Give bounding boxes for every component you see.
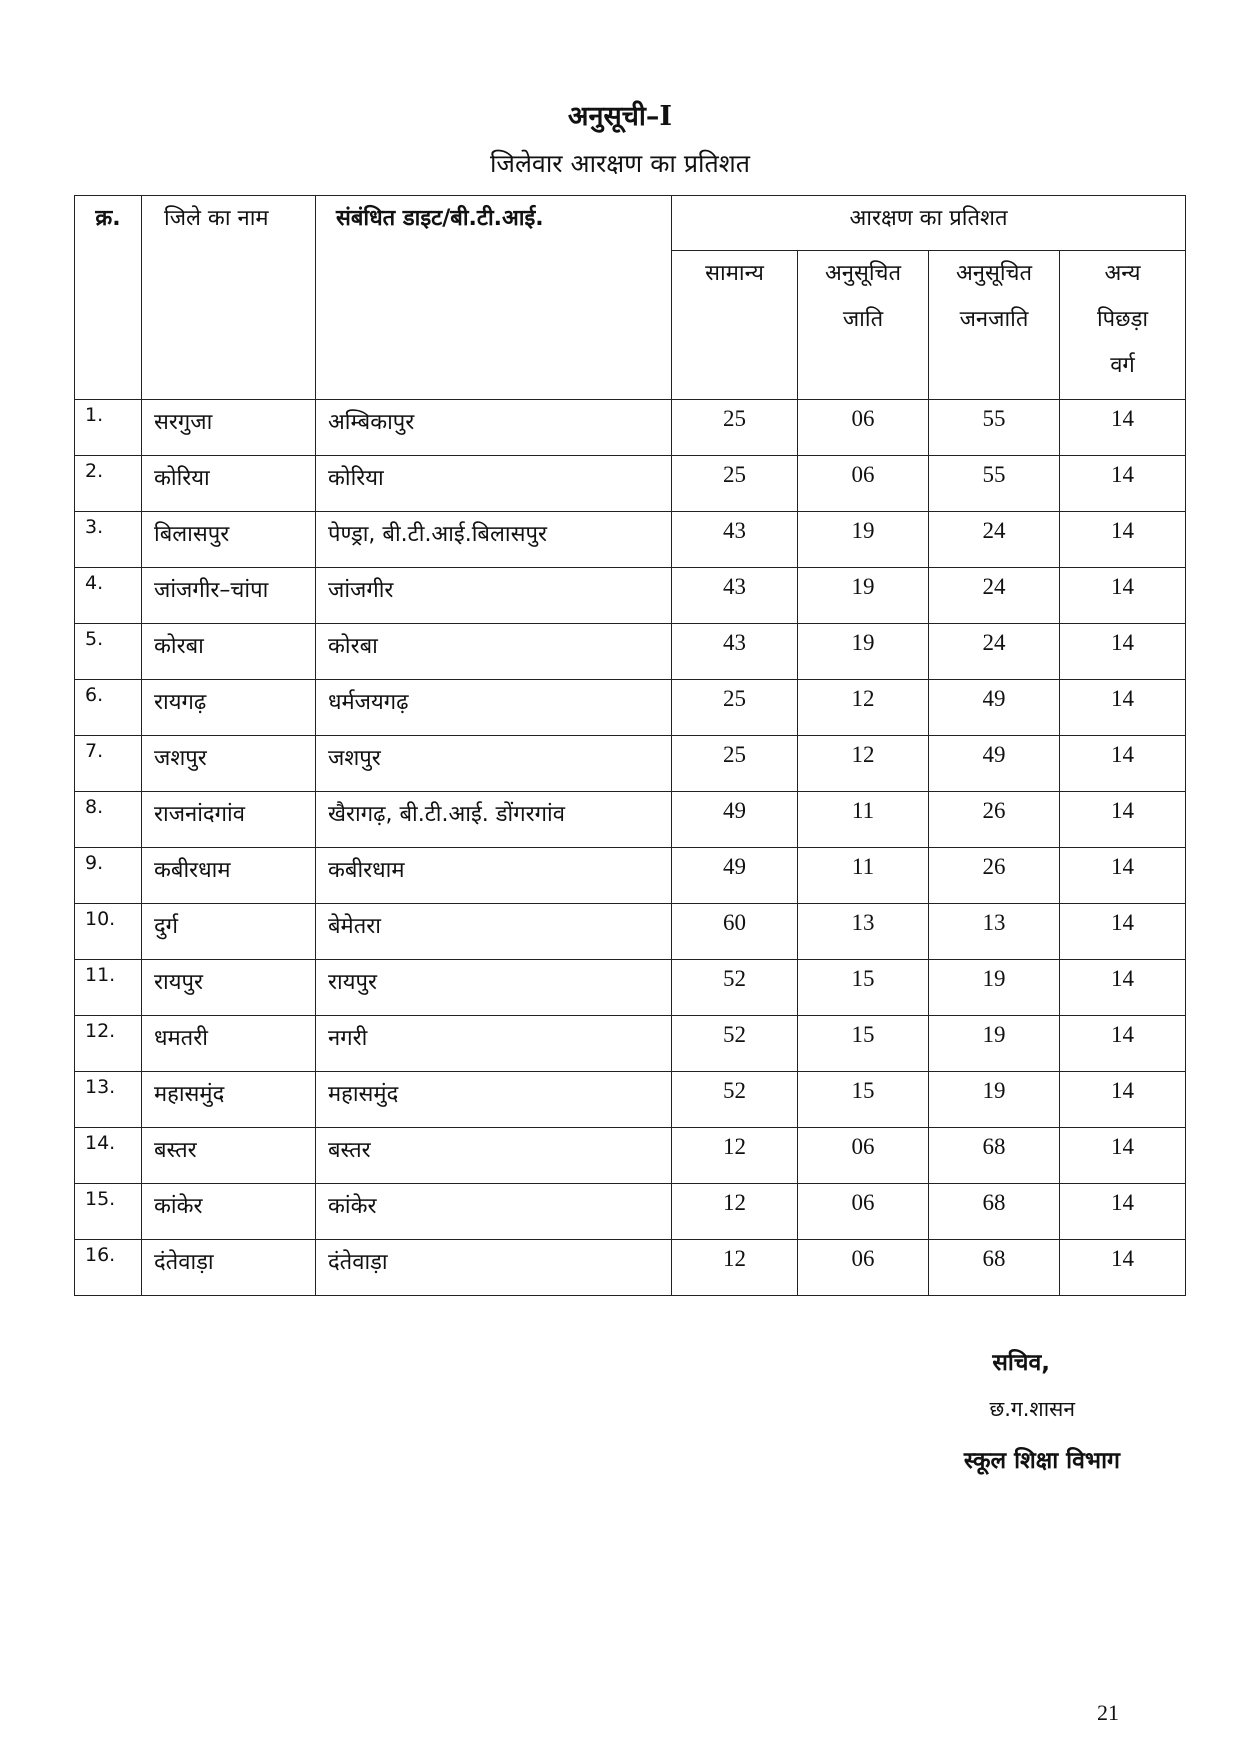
header-district: जिले का नाम [142,196,316,400]
header-st-line1: अनुसूचित [955,261,1033,286]
cell-diet: धर्मजयगढ़ [316,680,672,736]
cell-district: बस्तर [142,1128,316,1184]
cell-diet: जशपुर [316,736,672,792]
cell-st: 13 [929,904,1060,960]
table-row [75,1128,1186,1184]
header-st-line2: जनजाति [959,307,1029,332]
table-row [75,792,1186,848]
cell-obc: 14 [1060,736,1186,792]
cell-diet: पेण्ड्रा, बी.टी.आई.बिलासपुर [316,512,672,568]
table-row [75,1016,1186,1072]
cell-district: धमतरी [142,1016,316,1072]
cell-obc: 14 [1060,904,1186,960]
cell-sc: 11 [798,848,929,904]
cell-sc: 06 [798,1184,929,1240]
cell-serial: 12. [75,1016,142,1072]
header-sc [798,251,929,400]
cell-obc: 14 [1060,1128,1186,1184]
cell-general: 43 [672,624,798,680]
header-diet: संबंधित डाइट/बी.टी.आई. [316,196,672,400]
cell-sc: 12 [798,736,929,792]
cell-diet: जांजगीर [316,568,672,624]
cell-sc: 19 [798,568,929,624]
cell-serial: 13. [75,1072,142,1128]
cell-obc: 14 [1060,568,1186,624]
cell-st: 68 [929,1128,1060,1184]
header-general-label: सामान्य [705,261,764,286]
table-row [75,960,1186,1016]
table-row [75,456,1186,512]
cell-serial: 9. [75,848,142,904]
cell-st: 26 [929,848,1060,904]
cell-st: 55 [929,400,1060,456]
cell-general: 52 [672,1072,798,1128]
cell-diet: बेमेतरा [316,904,672,960]
cell-st: 55 [929,456,1060,512]
signature-title: सचिव, [992,1350,1050,1376]
cell-st: 19 [929,1072,1060,1128]
cell-diet: महासमुंद [316,1072,672,1128]
cell-district: कबीरधाम [142,848,316,904]
cell-district: दंतेवाड़ा [142,1240,316,1296]
cell-serial: 11. [75,960,142,1016]
cell-obc: 14 [1060,792,1186,848]
header-sc-line1: अनुसूचित [824,261,902,286]
cell-diet: कोरबा [316,624,672,680]
cell-diet: खैरागढ़, बी.टी.आई. डोंगरगांव [316,792,672,848]
cell-st: 26 [929,792,1060,848]
cell-obc: 14 [1060,512,1186,568]
cell-obc: 14 [1060,848,1186,904]
cell-st: 49 [929,680,1060,736]
header-obc-line1: अन्य [1104,261,1141,286]
cell-general: 12 [672,1128,798,1184]
cell-general: 49 [672,792,798,848]
page-number: 21 [1097,1700,1119,1725]
cell-district: सरगुजा [142,400,316,456]
cell-diet: दंतेवाड़ा [316,1240,672,1296]
cell-general: 60 [672,904,798,960]
table-row [75,736,1186,792]
cell-st: 68 [929,1184,1060,1240]
cell-st: 19 [929,1016,1060,1072]
cell-sc: 19 [798,624,929,680]
table-row [75,568,1186,624]
header-row [75,196,1186,251]
table-row [75,848,1186,904]
cell-sc: 11 [798,792,929,848]
cell-general: 25 [672,456,798,512]
table-row [75,400,1186,456]
cell-obc: 14 [1060,1016,1186,1072]
cell-diet: रायपुर [316,960,672,1016]
cell-general: 12 [672,1240,798,1296]
header-serial: क्र. [75,196,142,400]
cell-general: 52 [672,1016,798,1072]
cell-district: महासमुंद [142,1072,316,1128]
cell-st: 24 [929,568,1060,624]
signature-government: छ.ग.शासन [989,1397,1075,1421]
cell-diet: अम्बिकापुर [316,400,672,456]
cell-district: कोरिया [142,456,316,512]
cell-diet: बस्तर [316,1128,672,1184]
cell-st: 49 [929,736,1060,792]
cell-serial: 10. [75,904,142,960]
cell-serial: 6. [75,680,142,736]
cell-district: जशपुर [142,736,316,792]
cell-st: 24 [929,512,1060,568]
cell-district: जांजगीर–चांपा [142,568,316,624]
table-row [75,680,1186,736]
cell-serial: 15. [75,1184,142,1240]
cell-obc: 14 [1060,456,1186,512]
cell-general: 49 [672,848,798,904]
page-subtitle: जिलेवार आरक्षण का प्रतिशत [489,149,751,178]
cell-serial: 16. [75,1240,142,1296]
cell-sc: 12 [798,680,929,736]
cell-serial: 7. [75,736,142,792]
cell-sc: 15 [798,960,929,1016]
signature-department: स्कूल शिक्षा विभाग [963,1448,1120,1474]
cell-district: रायपुर [142,960,316,1016]
cell-district: रायगढ़ [142,680,316,736]
cell-district: कांकेर [142,1184,316,1240]
cell-serial: 14. [75,1128,142,1184]
cell-diet: कबीरधाम [316,848,672,904]
cell-sc: 15 [798,1072,929,1128]
cell-obc: 14 [1060,680,1186,736]
header-obc [1060,251,1186,400]
cell-sc: 19 [798,512,929,568]
table-row [75,1240,1186,1296]
cell-obc: 14 [1060,400,1186,456]
cell-sc: 06 [798,1240,929,1296]
cell-serial: 8. [75,792,142,848]
table-row [75,1184,1186,1240]
cell-st: 19 [929,960,1060,1016]
cell-serial: 3. [75,512,142,568]
header-st [929,251,1060,400]
cell-diet: कांकेर [316,1184,672,1240]
table-row [75,904,1186,960]
table-row [75,512,1186,568]
cell-general: 25 [672,680,798,736]
cell-st: 68 [929,1240,1060,1296]
cell-obc: 14 [1060,1240,1186,1296]
header-general [672,251,798,400]
cell-sc: 06 [798,1128,929,1184]
cell-sc: 13 [798,904,929,960]
header-obc-line3: वर्ग [1110,353,1135,378]
cell-obc: 14 [1060,960,1186,1016]
cell-obc: 14 [1060,1072,1186,1128]
cell-district: दुर्ग [142,904,316,960]
cell-st: 24 [929,624,1060,680]
cell-district: बिलासपुर [142,512,316,568]
reservation-table [74,195,1186,1296]
cell-serial: 1. [75,400,142,456]
cell-obc: 14 [1060,1184,1186,1240]
cell-serial: 4. [75,568,142,624]
cell-general: 25 [672,400,798,456]
header-percent-group: आरक्षण का प्रतिशत [672,196,1186,251]
cell-general: 25 [672,736,798,792]
cell-district: राजनांदगांव [142,792,316,848]
cell-district: कोरबा [142,624,316,680]
cell-general: 43 [672,568,798,624]
cell-serial: 5. [75,624,142,680]
cell-obc: 14 [1060,624,1186,680]
cell-diet: कोरिया [316,456,672,512]
cell-diet: नगरी [316,1016,672,1072]
cell-general: 52 [672,960,798,1016]
table-row [75,624,1186,680]
cell-serial: 2. [75,456,142,512]
cell-sc: 15 [798,1016,929,1072]
cell-general: 12 [672,1184,798,1240]
cell-sc: 06 [798,456,929,512]
cell-general: 43 [672,512,798,568]
cell-sc: 06 [798,400,929,456]
page-title: अनुसूची–I [567,101,673,132]
table-row [75,1072,1186,1128]
header-sc-line2: जाति [842,307,884,332]
header-obc-line2: पिछड़ा [1096,307,1149,332]
